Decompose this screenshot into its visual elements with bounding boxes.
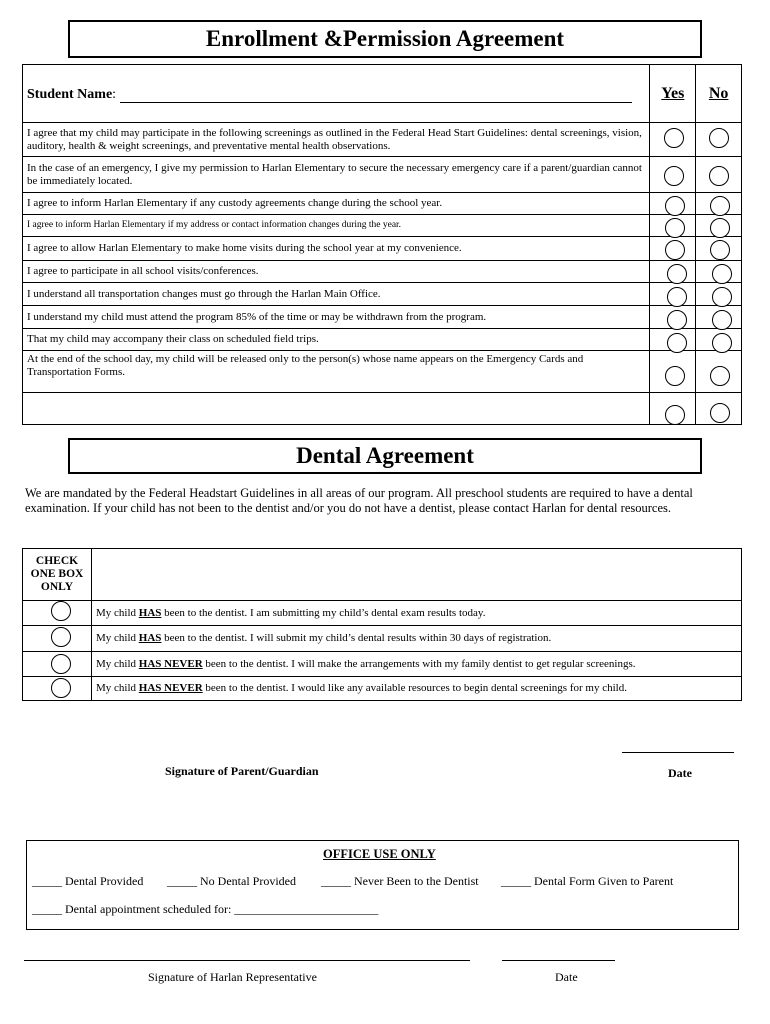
table-row [23, 677, 742, 701]
agreement-text: I agree to allow Harlan Elementary to make home visits during the school year at my convenience. [23, 237, 650, 261]
enrollment-title: Enrollment &Permission Agreement [205, 26, 565, 51]
agreement-text: I understand all transportation changes must go through the Harlan Main Office. [23, 283, 650, 306]
office-item-form-given: _____ Dental Form Given to Parent [501, 874, 674, 888]
student-name-cell: Student Name: [23, 65, 650, 123]
agreement-text: I understand my child must attend the program 85% of the time or may be withdrawn from the program. [23, 306, 650, 329]
office-appointment: _____ Dental appointment scheduled for: ________________________ [32, 902, 379, 916]
agreement-text: I agree that my child may participate in the following screenings as outlined in the Federal Head Start Guidelines: dental screenings, vision, auditory, health & weight screenings, and preventative mental health observations. [23, 123, 650, 157]
dental-option-1: My child HAS been to the dentist. I am submitting my child’s dental exam results today. [92, 601, 742, 626]
dental-title-box [68, 438, 702, 474]
yes-radio[interactable] [665, 366, 685, 386]
no-radio[interactable] [710, 366, 730, 386]
no-radio[interactable] [712, 287, 732, 307]
yes-header: Yes [650, 65, 696, 123]
agreement-text [23, 393, 650, 425]
yes-radio[interactable] [667, 310, 687, 330]
rep-signature-line[interactable] [24, 960, 470, 961]
no-radio[interactable] [710, 218, 730, 238]
table-row [23, 123, 742, 157]
dental-radio[interactable] [51, 627, 71, 647]
dental-radio[interactable] [51, 654, 71, 674]
table-row [23, 261, 742, 283]
rep-date-line[interactable] [502, 960, 615, 961]
table-row [23, 193, 742, 215]
agreement-text: That my child may accompany their class on scheduled field trips. [23, 329, 650, 351]
yes-radio[interactable] [667, 264, 687, 284]
enrollment-table [22, 64, 742, 425]
table-row [23, 652, 742, 677]
date-label: Date [668, 766, 692, 780]
student-name-label: Student Name [27, 86, 113, 102]
student-name-field[interactable] [120, 88, 632, 103]
table-row [23, 283, 742, 306]
check-header: CHECK ONE BOX ONLY [23, 549, 92, 601]
yes-radio[interactable] [665, 240, 685, 260]
table-row [23, 626, 742, 652]
no-radio[interactable] [710, 403, 730, 423]
dental-radio[interactable] [51, 601, 71, 621]
table-row [23, 157, 742, 193]
no-radio[interactable] [712, 333, 732, 353]
no-radio[interactable] [709, 128, 729, 148]
table-row [23, 393, 742, 425]
dental-option-2: My child HAS been to the dentist. I will submit my child’s dental results within 30 days of registration. [92, 626, 742, 652]
rep-date-label: Date [555, 970, 578, 984]
agreement-text: At the end of the school day, my child will be released only to the person(s) whose name appears on the Emergency Cards and Transportation Forms. [23, 351, 650, 393]
table-row [23, 329, 742, 351]
enrollment-title-box [68, 20, 702, 58]
table-row [23, 237, 742, 261]
no-radio[interactable] [710, 240, 730, 260]
yes-radio[interactable] [665, 218, 685, 238]
table-row [23, 306, 742, 329]
date-line[interactable] [622, 752, 734, 753]
dental-option-4: My child HAS NEVER been to the dentist. I would like any available resources to begin dental screenings for my child. [92, 677, 742, 701]
dental-option-3: My child HAS NEVER been to the dentist. I will make the arrangements with my family dentist to get regular screenings. [92, 652, 742, 677]
table-row [23, 601, 742, 626]
yes-radio[interactable] [665, 196, 685, 216]
office-item-never-been: _____ Never Been to the Dentist [321, 874, 479, 888]
no-header: No [696, 65, 742, 123]
agreement-text: In the case of an emergency, I give my permission to Harlan Elementary to secure the necessary emergency care if a parent/guardian cannot be immediately located. [23, 157, 650, 193]
no-radio[interactable] [709, 166, 729, 186]
parent-signature-label: Signature of Parent/Guardian [165, 764, 319, 778]
yes-radio[interactable] [664, 166, 684, 186]
yes-radio[interactable] [664, 128, 684, 148]
office-use-title: OFFICE USE ONLY [323, 847, 436, 861]
agreement-text: I agree to inform Harlan Elementary if my address or contact information changes during the year. [23, 215, 650, 237]
no-radio[interactable] [712, 310, 732, 330]
dental-radio[interactable] [51, 678, 71, 698]
dental-title: Dental Agreement [296, 443, 474, 468]
dental-intro: We are mandated by the Federal Headstart Guidelines in all areas of our program. All preschool students are required to have a dental examination. If your child has not been to the dentist and/or you do not have a dentist, please contact Harlan for dental resources. [25, 486, 693, 515]
table-row [23, 351, 742, 393]
office-item-dental-provided: _____ Dental Provided [32, 874, 144, 888]
no-radio[interactable] [712, 264, 732, 284]
rep-signature-label: Signature of Harlan Representative [148, 970, 317, 984]
agreement-text: I agree to inform Harlan Elementary if any custody agreements change during the school year. [23, 193, 650, 215]
yes-radio[interactable] [665, 405, 685, 425]
yes-radio[interactable] [667, 333, 687, 353]
yes-radio[interactable] [667, 287, 687, 307]
no-radio[interactable] [710, 196, 730, 216]
office-item-no-dental: _____ No Dental Provided [167, 874, 296, 888]
table-row [23, 215, 742, 237]
agreement-text: I agree to participate in all school visits/conferences. [23, 261, 650, 283]
dental-table [22, 548, 742, 701]
